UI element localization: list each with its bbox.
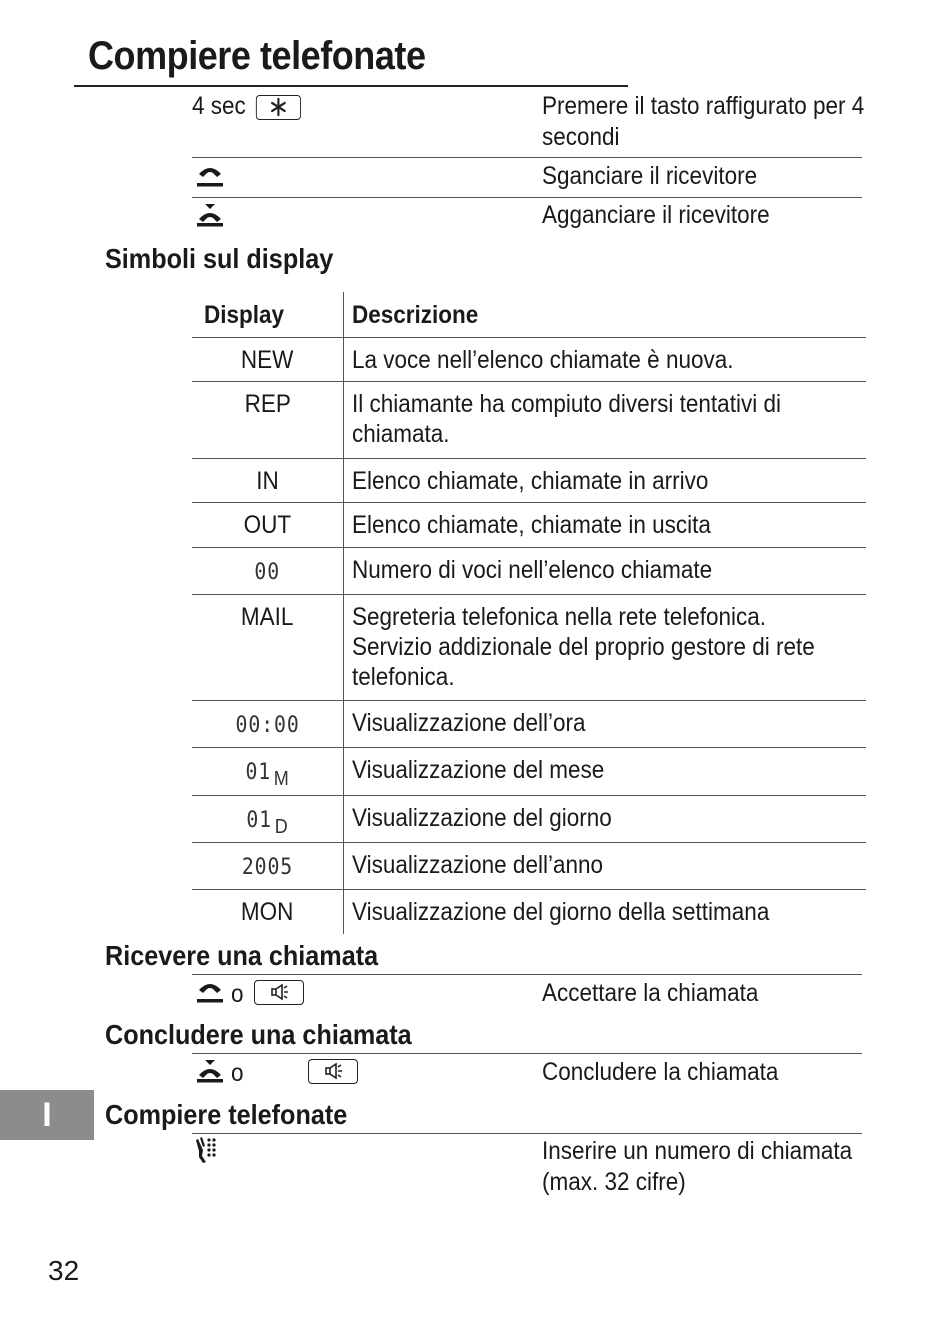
display-cell: NEW (192, 337, 343, 381)
handset-off-hook-icon (194, 980, 226, 1006)
description-cell: Numero di voci nell’elenco chiamate (351, 555, 712, 584)
language-tab: I (0, 1090, 94, 1140)
connector-or: o (231, 980, 244, 1008)
table-row (192, 594, 866, 700)
display-cell: IN (192, 458, 343, 502)
description-cell: Visualizzazione dell’ora (351, 708, 586, 737)
table-row (192, 747, 866, 795)
description-cell: Elenco chiamate, chiamate in arrivo (351, 466, 709, 495)
description-cell: Il chiamante ha compiuto diversi tentativi di chiamata. (351, 389, 781, 448)
description-cell: La voce nell’elenco chiamate è nuova. (351, 345, 734, 374)
table-row (192, 547, 866, 594)
keypad-dial-icon (194, 1136, 220, 1166)
description-cell: Visualizzazione dell’anno (351, 850, 603, 879)
display-cell: 01 $_D$ (192, 795, 343, 842)
table-row (192, 842, 866, 889)
section-divider (192, 974, 862, 975)
description-off-hook: Sganciare il ricevitore (542, 162, 758, 190)
description-cell: Segreteria telefonica nella rete telefonica. Servizio addizionale del proprio gestore di rete telefonica. (351, 602, 815, 691)
column-header-description: Descrizione (351, 301, 479, 329)
description-cell: Visualizzazione del giorno della settimana (351, 897, 770, 926)
description-4sec: Premere il tasto raffigurato per 4 secondi (542, 92, 865, 151)
description-cell: Visualizzazione del mese (351, 755, 605, 784)
row-divider (192, 157, 862, 158)
page-number: 32 (48, 1255, 80, 1286)
section-divider (192, 1053, 862, 1054)
section-heading-end: Concludere una chiamata (105, 1019, 412, 1050)
table-row (192, 795, 866, 842)
display-cell: 00:00 (192, 700, 343, 747)
display-cell: 01 $_M$ (192, 747, 343, 795)
speaker-key-icon (308, 1059, 358, 1084)
display-cell: OUT (192, 502, 343, 547)
section-heading-dial: Compiere telefonate (105, 1099, 348, 1130)
table-row (192, 502, 866, 547)
display-symbols-table (192, 292, 866, 934)
speaker-key-icon (254, 980, 304, 1005)
row-divider (192, 197, 862, 198)
description-on-hook: Agganciare il ricevitore (542, 201, 770, 229)
table-row (192, 458, 866, 502)
description-dial: Inserire un numero di chiamata (max. 32 cifre) (542, 1137, 853, 1196)
table-row (192, 337, 866, 381)
section-divider (192, 1133, 862, 1134)
description-cell: Elenco chiamate, chiamate in uscita (351, 510, 711, 539)
symbol-4sec-label: 4 sec (192, 91, 301, 122)
column-header-display: Display (192, 292, 343, 337)
table-row (192, 889, 866, 934)
display-cell: MON (192, 889, 343, 934)
display-cell: 2005 (192, 842, 343, 889)
table-row (192, 700, 866, 747)
section-heading-display: Simboli sul display (105, 243, 334, 274)
display-cell: MAIL (192, 594, 343, 700)
description-accept-call: Accettare la chiamata (542, 979, 759, 1007)
section-heading-receive: Ricevere una chiamata (105, 940, 379, 971)
title-divider (74, 85, 628, 87)
page-title: Compiere telefonate (88, 34, 426, 78)
description-cell: Visualizzazione del giorno (351, 803, 612, 832)
asterisk-key-icon (256, 95, 301, 120)
handset-on-hook-icon (194, 1058, 226, 1084)
table-header-row (192, 292, 866, 337)
handset-off-hook-icon (194, 164, 226, 190)
table-row (192, 381, 866, 458)
description-end-call: Concludere la chiamata (542, 1058, 779, 1086)
connector-or: o (231, 1059, 244, 1087)
display-cell: REP (192, 381, 343, 458)
display-cell: 00 (192, 547, 343, 594)
handset-on-hook-icon (194, 202, 226, 228)
